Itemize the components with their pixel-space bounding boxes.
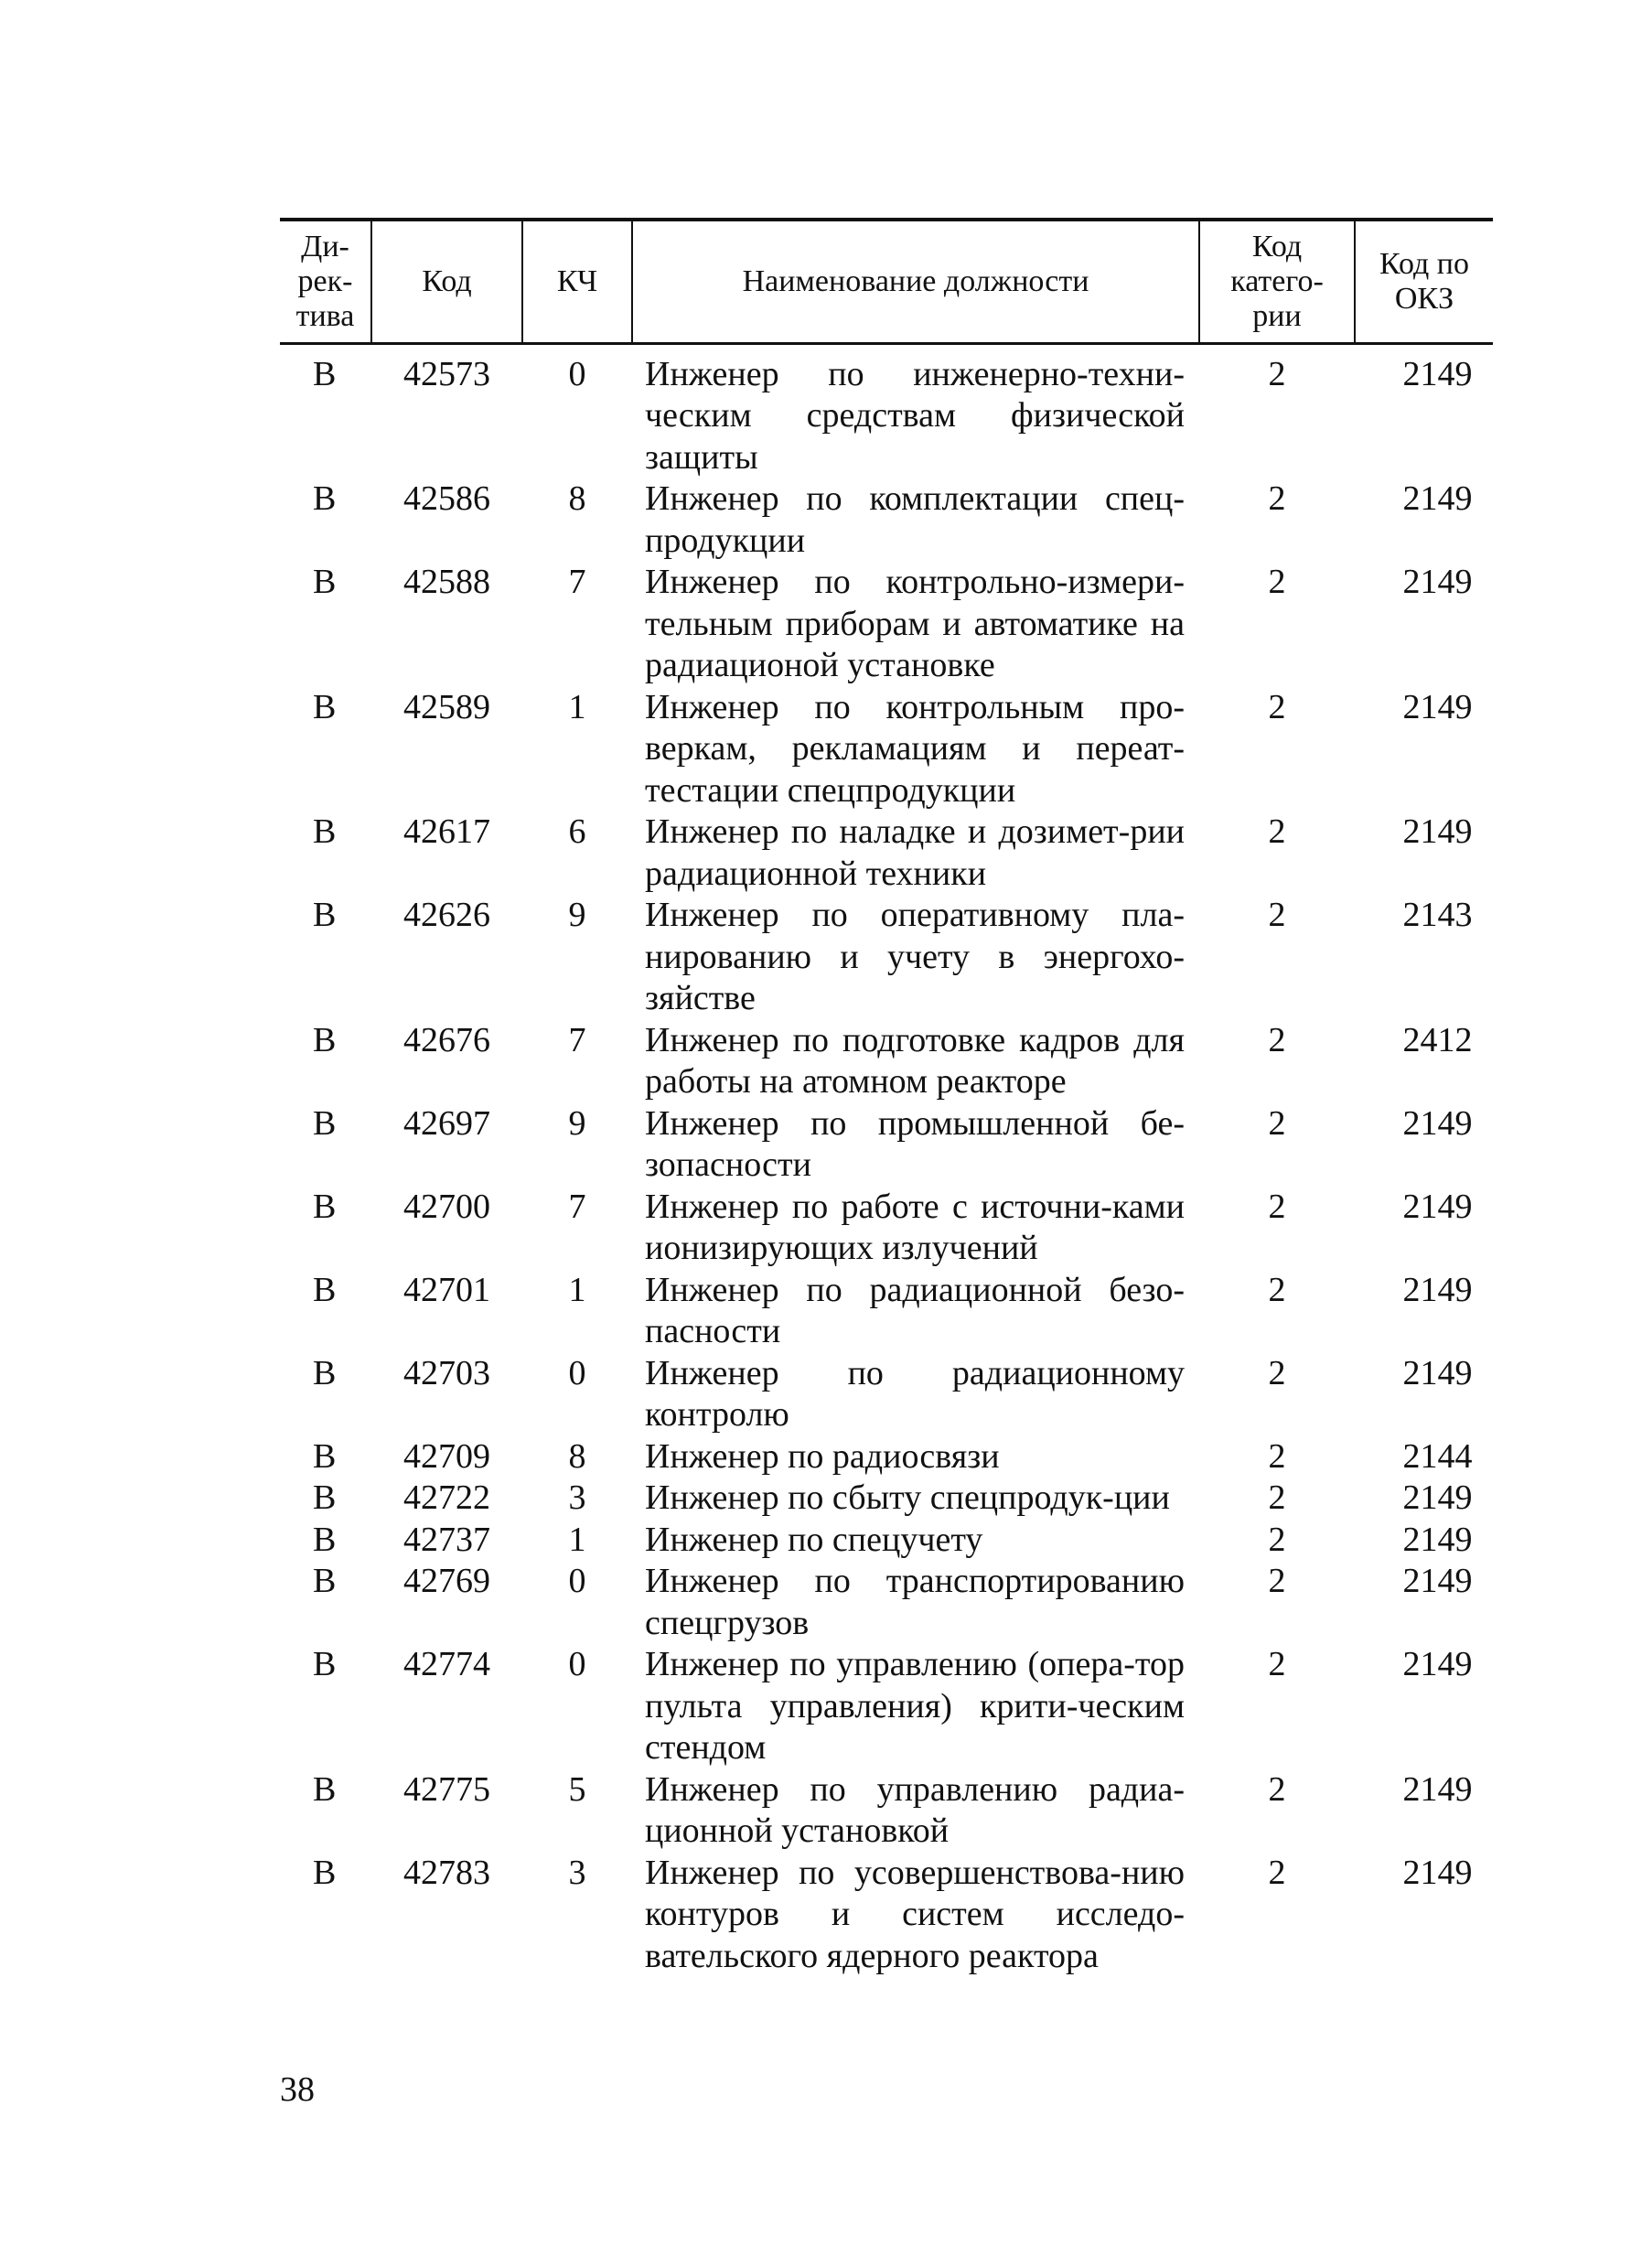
cell-position-name: Инженер по радиационной безо-пасности [645, 1270, 1185, 1350]
cell-okz: 2149 [1402, 563, 1473, 601]
cell-category: 2 [1268, 687, 1286, 726]
cell-position-name: Инженер по управлению радиа-ционной установкой [645, 1769, 1185, 1850]
cell-directive: В [313, 812, 337, 851]
cell-category: 2 [1268, 1520, 1286, 1559]
cell-code: 42589 [403, 687, 490, 726]
cell-directive: В [313, 354, 337, 393]
cell-category: 2 [1268, 563, 1286, 601]
table-row [280, 1769, 1493, 1853]
cell-okz: 2149 [1402, 687, 1473, 726]
table-row [280, 1520, 1493, 1562]
cell-category: 2 [1268, 1645, 1286, 1683]
table-body [280, 343, 1493, 1977]
cell-directive: В [313, 1020, 337, 1059]
cell-okz: 2149 [1402, 1103, 1473, 1143]
cell-category: 2 [1268, 1270, 1286, 1309]
cell-directive: В [313, 1520, 337, 1559]
cell-position-name: Инженер по радиационному контролю [645, 1353, 1185, 1434]
cell-position-name: Инженер по усовершенствова-нию контуров и систем исследо-вательского ядерного реактора [645, 1853, 1185, 1975]
table-row [280, 895, 1493, 1020]
cell-kch: 0 [568, 354, 586, 393]
cell-kch: 9 [568, 1103, 586, 1143]
table-row [280, 562, 1493, 687]
cell-kch: 7 [568, 563, 586, 601]
table-row [280, 1103, 1493, 1187]
header-name: Наименование должности [632, 220, 1199, 343]
cell-okz: 2149 [1402, 1853, 1473, 1892]
cell-okz: 2149 [1402, 1562, 1473, 1600]
table-row [280, 1478, 1493, 1520]
cell-kch: 0 [568, 1645, 586, 1683]
cell-directive: В [313, 896, 337, 934]
cell-position-name: Инженер по спецучету [645, 1520, 983, 1559]
cell-okz: 2149 [1402, 1353, 1473, 1392]
cell-okz: 2412 [1402, 1020, 1473, 1059]
cell-category: 2 [1268, 812, 1286, 851]
cell-okz: 2149 [1402, 1645, 1473, 1683]
cell-code: 42783 [403, 1853, 490, 1892]
cell-kch: 7 [568, 1020, 586, 1059]
cell-kch: 7 [568, 1187, 586, 1226]
cell-position-name: Инженер по промышленной бе-зопасности [645, 1103, 1185, 1184]
cell-position-name: Инженер по контрольным про-веркам, рекламациям и переат-тестации спецпродукции [645, 687, 1185, 810]
cell-okz: 2149 [1402, 1478, 1473, 1517]
cell-kch: 9 [568, 896, 586, 934]
cell-kch: 1 [568, 1270, 586, 1309]
cell-directive: В [313, 1853, 337, 1892]
cell-code: 42701 [403, 1270, 490, 1309]
cell-okz: 2143 [1402, 896, 1473, 934]
cell-category: 2 [1268, 1436, 1286, 1476]
cell-code: 42769 [403, 1562, 490, 1600]
cell-directive: В [313, 1270, 337, 1309]
cell-kch: 8 [568, 479, 586, 518]
cell-kch: 3 [568, 1853, 586, 1892]
cell-category: 2 [1268, 1020, 1286, 1059]
cell-position-name: Инженер по комплектации спец-продукции [645, 479, 1185, 560]
cell-okz: 2149 [1402, 354, 1473, 393]
cell-code: 42722 [403, 1478, 490, 1517]
table-row [280, 1853, 1493, 1978]
cell-category: 2 [1268, 1562, 1286, 1600]
table-row [280, 1644, 1493, 1769]
cell-category: 2 [1268, 1103, 1286, 1143]
table-row [280, 1187, 1493, 1270]
table-row [280, 1020, 1493, 1103]
cell-category: 2 [1268, 1187, 1286, 1226]
cell-directive: В [313, 1769, 337, 1809]
cell-directive: В [313, 479, 337, 518]
cell-code: 42775 [403, 1769, 490, 1809]
table-row [280, 1436, 1493, 1478]
table-row [280, 687, 1493, 812]
cell-category: 2 [1268, 1353, 1286, 1392]
cell-code: 42626 [403, 896, 490, 934]
cell-okz: 2144 [1402, 1436, 1473, 1476]
cell-position-name: Инженер по транспортированию спецгрузов [645, 1562, 1185, 1642]
cell-kch: 5 [568, 1769, 586, 1809]
positions-table [280, 218, 1493, 1977]
cell-position-name: Инженер по инженерно-техни-ческим средствам физической защиты [645, 354, 1185, 477]
cell-position-name: Инженер по сбыту спецпродук-ции [645, 1478, 1170, 1517]
table-row [280, 1353, 1493, 1436]
cell-directive: В [313, 1645, 337, 1683]
cell-okz: 2149 [1402, 1520, 1473, 1559]
cell-okz: 2149 [1402, 479, 1473, 518]
table-row [280, 1270, 1493, 1353]
cell-code: 42774 [403, 1645, 490, 1683]
cell-directive: В [313, 1103, 337, 1143]
cell-code: 42703 [403, 1353, 490, 1392]
cell-code: 42617 [403, 812, 490, 851]
cell-position-name: Инженер по управлению (опера-тор пульта управления) крити-ческим стендом [645, 1645, 1185, 1767]
cell-category: 2 [1268, 1769, 1286, 1809]
cell-code: 42737 [403, 1520, 490, 1559]
header-kch: КЧ [522, 220, 632, 343]
page-number: 38 [280, 2070, 315, 2109]
table-row [280, 1561, 1493, 1644]
cell-code: 42700 [403, 1187, 490, 1226]
cell-category: 2 [1268, 1478, 1286, 1517]
cell-category: 2 [1268, 354, 1286, 393]
header-okz: Код по ОКЗ [1355, 220, 1493, 343]
table-row [280, 343, 1493, 478]
cell-kch: 3 [568, 1478, 586, 1517]
header-category: Код катего- рии [1199, 220, 1355, 343]
header-code: Код [371, 220, 522, 343]
cell-kch: 0 [568, 1353, 586, 1392]
cell-directive: В [313, 687, 337, 726]
cell-code: 42709 [403, 1436, 490, 1476]
cell-kch: 0 [568, 1562, 586, 1600]
table-row [280, 812, 1493, 895]
cell-position-name: Инженер по работе с источни-ками ионизирующих излучений [645, 1187, 1185, 1267]
cell-kch: 8 [568, 1436, 586, 1476]
cell-directive: В [313, 1353, 337, 1392]
cell-code: 42676 [403, 1020, 490, 1059]
cell-position-name: Инженер по подготовке кадров для работы на атомном реакторе [645, 1020, 1185, 1101]
cell-okz: 2149 [1402, 1270, 1473, 1309]
cell-position-name: Инженер по наладке и дозимет-рии радиационной техники [645, 812, 1185, 893]
cell-directive: В [313, 1187, 337, 1226]
cell-okz: 2149 [1402, 812, 1473, 851]
cell-code: 42573 [403, 354, 490, 393]
cell-category: 2 [1268, 896, 1286, 934]
cell-category: 2 [1268, 479, 1286, 518]
cell-kch: 1 [568, 687, 586, 726]
cell-code: 42697 [403, 1103, 490, 1143]
cell-kch: 6 [568, 812, 586, 851]
cell-directive: В [313, 1478, 337, 1517]
cell-category: 2 [1268, 1853, 1286, 1892]
cell-position-name: Инженер по радиосвязи [645, 1436, 1000, 1476]
header-row [280, 220, 1493, 343]
cell-code: 42586 [403, 479, 490, 518]
cell-position-name: Инженер по контрольно-измери-тельным приборам и автоматике на радиационой установке [645, 563, 1185, 684]
table-row [280, 478, 1493, 562]
header-directive: Ди- рек- тива [280, 220, 371, 343]
cell-directive: В [313, 563, 337, 601]
cell-position-name: Инженер по оперативному пла-нированию и учету в энергохо-зяйстве [645, 896, 1185, 1017]
cell-kch: 1 [568, 1520, 586, 1559]
cell-okz: 2149 [1402, 1769, 1473, 1809]
cell-code: 42588 [403, 563, 490, 601]
cell-okz: 2149 [1402, 1187, 1473, 1226]
cell-directive: В [313, 1436, 337, 1476]
cell-directive: В [313, 1562, 337, 1600]
table-header [280, 220, 1493, 343]
